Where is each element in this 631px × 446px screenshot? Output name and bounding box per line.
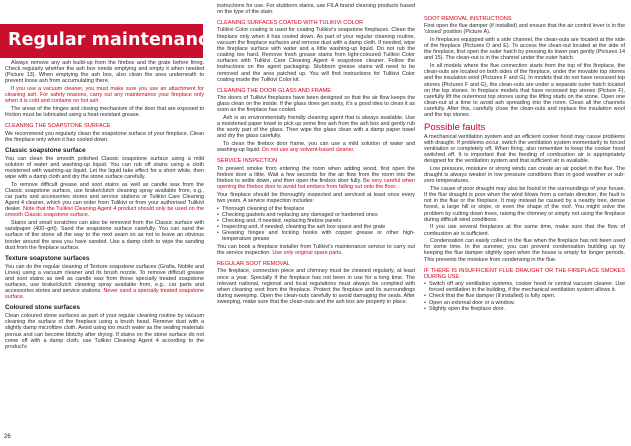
soapstone-heading: CLEANING THE SOAPSTONE SURFACE	[5, 123, 111, 130]
soot-paragraph: First open the flue damper (if installed) and ensure that the air control lever is in the 'closed' position (Picture A).	[424, 23, 625, 36]
service-text: To prevent smoke from entering the room when adding wood, first open the firebox door a little. Wait a few seconds for the air flow from the room into the firebox to settle down, and then open the firebox door fully.	[217, 165, 415, 184]
intro-paragraph: Always remove any ash build-up from the firebox and the grate before firing. Check regularly whether the ash box needs emptying and empty it when needed (Picture 13). When emptying the ash box, also clean the area underneath to prevent loose ash from accumulating there.	[5, 60, 204, 85]
draught-heading: IF THERE IS INSUFFICIENT FLUE DRAUGHT OR THE FIREPLACE SMOKES DURING USE	[424, 267, 625, 280]
list-item: • Greasing hinges and locking hooks with copper grease or other high-temperature grease	[217, 230, 415, 242]
column-3	[424, 4, 625, 444]
faults-paragraph-2: Low pressure, moisture or strong winds can create an air pocket in the flue. The draught is always weaker in low pressure conditions than in good weather or sub-zero temperatures.	[424, 165, 625, 185]
ceramic-paragraph: Tulikivi Color coating is used for coating Tulikivi's soapstone fireplaces. Clean the fireplace only when it has cooled down. As part of your regular cleaning routine, vacuum the fireplace surfaces and remove dust with a damp cloth. If needed, wipe the fireplace surface with water and a little washing-up liquid. Do not rub the coating too hard. Remove fresh grease stains from light-coloured Tulikivi Color surfaces with Tulikivi Care Cleaning Agent 4 soapstone cleaner. Follow the instructions on the agent packaging. Stubborn grease stains will need to be removed and the area patched up. You will find instructions for Tulikivi Color coating inside the Tulikivi Color kit.	[217, 27, 415, 83]
list-item: • Open an external door or a window.	[424, 300, 625, 306]
list-item: • Checking and, if needed, replacing firebox panels	[217, 218, 415, 224]
column-1	[5, 60, 204, 434]
texture-paragraph	[5, 264, 204, 301]
soot-heading: SOOT REMOVAL INSTRUCTIONS	[424, 16, 512, 22]
column-2	[217, 3, 415, 444]
list-item: • Slightly open the fireplace door.	[424, 306, 625, 312]
soot-top-paragraph: In all models where the flue connection starts from the top of the fireplace, the clean-outs are located on both sides of the fireplace, under the movable top stones and the insulation wool (Pictures F and G). In models that do not have recessed top stones (Pictures F and G), the clean-outs are under a separate outer hatch located on the top stones. In fireplace models that have recessed top stones (Picture F), carefully lift the outermost top stones using the lifting studs on the stone. Open one clean-out at a time to avoid ash spreading into the room. Clean all the channels carefully. After this, carefully close the clean-outs and replace the insulation wool and the top stones.	[424, 63, 625, 119]
service-order-paragraph	[217, 244, 415, 256]
faults-paragraph-1: A mechanical ventilation system and an efficient cooker hood may cause problems with draught. If problems occur, switch the ventilation system momentarily to forced ventilation or completely off. When firing, also remember to keep the cooker hood switched off. It is important that the feeding of combustion air is appropriately designed for the ventilation system and that sufficient air is available.	[424, 133, 625, 165]
classic-remove-note: Note that the Tulikivi Cleaning Agent 4 product should only be used on the smooth Classic soapstone surface.	[5, 206, 204, 219]
page-title-banner	[0, 24, 221, 58]
coloured-heading: Coloured stone surfaces	[5, 304, 80, 312]
glass-door-warning: Do not use any solvent-based cleaner.	[262, 147, 355, 154]
soapstone-paragraph: We recommend you regularly clean the soapstone surface of your fireplace. Clean the fireplace only when it has cooled down.	[5, 130, 204, 143]
service-warning: Be very careful when opening the firebox door to avoid hot embers from falling out onto the floor.	[217, 177, 415, 191]
glass-door-paragraph	[217, 141, 415, 153]
list-item: • Inspecting and, if needed, cleaning the ash box space and the grate	[217, 224, 415, 230]
service-inspection-paragraph: Your fireplace should be thoroughly inspected and serviced at least once every two years. A service inspection includes:	[217, 191, 415, 204]
classic-heading: Classic soapstone surface	[5, 146, 86, 154]
classic-remove-text: To remove difficult grease and soot stains as well as candle wax from the Classic soapstone surface, use brake/clutch cleaning spray available from, e.g., car parts and accessories stores and service stations or Tulikivi Care Cleaning Agent 4 cleaner, which you can order from Tulikivi or from your authorised Tulikivi dealer.	[5, 181, 204, 213]
service-order-text: You can book a fireplace installer from Tulikivi's maintenance service to carry out the service inspection.	[217, 243, 415, 257]
page-number: 26	[4, 434, 11, 440]
classic-stains-paragraph: Stains and small scratches can also be removed from the Classic surface with sandpaper (400–grit). Sand the soapstone surface carefully. You can sand the surface of the stone all the way to the next seam so as not to leave an obvious border around the area you have sanded. Use a damp cloth to wipe the sanding dust from the fireplace surface.	[5, 220, 204, 251]
sweep-paragraph: The fireplace, connection piece and chimney must be cleaned regularly, at least once a year. Specially if the fireplace has not been in use for a long time. The relevant national, regional and local regulations must always be complied with when cleaning soot from the fireplace. Protect the fireplace and its surroundings during sweeping. Open the clean-outs carefully to avoid damaging the seals. After sweeping, make sure that the clean-outs and the ash box are properly in place.	[217, 268, 415, 306]
glass-heading: CLEANING THE DOOR GLASS AND FRAME	[217, 87, 331, 94]
glass-door-text: To clean the firebox door frame, you can use a mild solution of water and washing-up liquid.	[217, 141, 415, 154]
page-title: Regular maintenance	[8, 30, 221, 50]
draught-list	[424, 281, 625, 312]
soot-side-paragraph: In fireplaces equipped with a side channel, the clean-outs are located at the side of the fireplace (Pictures D and E). To access the clean-out located at the side of the fireplace, first open the outer hatch by pressing its lower part gently (Pictures 14 and 15). The clean-out is in the channel under the outer hatch.	[424, 36, 625, 62]
list-item: • Check that the flue damper (if installed) is fully open.	[424, 293, 625, 299]
list-item: • Switch off any ventilation systems, cooker hood or central vacuum cleaner. Use forced ventilation in the building, if the mechanical ventilation system allows it.	[424, 281, 625, 293]
service-heading: SERVICE INSPECTION	[217, 158, 278, 165]
list-item: • Thorough cleaning of the fireplace	[217, 206, 415, 212]
coloured-continued: instructions for use. For stubborn stains, use FILA brand cleaning products based on the type of the stain.	[217, 3, 415, 16]
sweep-heading: REGULAR SOOT REMOVAL	[217, 261, 290, 268]
list-item: • Checking gaskets and replacing any damaged or hardened ones	[217, 212, 415, 218]
glass-ash-paragraph: Ash is an environmentally friendly cleaning agent that is always available. Use a moistened paper towel to pick up some fine ash from the ash box and gently rub the sooty part of the glass. Then wipe the glass clean with a damp paper towel and dry the glass carefully.	[217, 115, 415, 140]
ceramic-heading: CLEANING SURFACES COATED WITH TULIKIVI COLOR	[217, 20, 364, 27]
mechanism-paragraph: The areas of the hinges and closing mechanism of the door that are exposed to friction must be lubricated using a heat-resistant grease.	[5, 106, 204, 119]
spare-parts-note: Use only original spare parts.	[272, 250, 343, 257]
classic-paragraph: You can clean the smooth polished Classic soapstone surface using a mild solution of water and washing-up liquid. You can rub off stains using a cloth moistened with washing-up liquid. Let the liquid take effect for a short while, then wipe with a damp cloth and dry the stone surface carefully.	[5, 155, 204, 180]
coloured-paragraph: Clean coloured stone surfaces as part of your regular cleaning routine by vacuum cleaning the surface of the fireplace using a brush head. Remove dust with a slightly damp microfibre cloth. Avoid using too much water as the sealing materials porous and can become blotchy after drying. If stains on the stone surface do not come off with a damp cloth, use Tulikivi Cleaning Agent 4 according to the product's	[5, 313, 204, 350]
service-paragraph	[217, 166, 415, 191]
faults-paragraph-5: Condensation can easily collect in the flue when the fireplace has not been used for some time. In the summer, you can prevent condensation building up by keeping the flue damper slightly open when the house is empty for longer periods. This prevents the moisture from condensing in the flue.	[424, 238, 625, 263]
vacuum-warning: If you use a vacuum cleaner, you must make sure you use an attachment for cleaning ash. For safety reasons, carry out any maintenance your fireplace only when it is cold and contains no hot ash.	[5, 86, 204, 105]
service-list	[217, 206, 415, 243]
faults-paragraph-3: The cause of poor draught may also be found in the surroundings of your house. If the flue draught is poor when the wind blows from a certain direction, the fault is not in the flue or the fireplace. It may instead be caused by a nearby tree, dense forest, a large hill or slope, or even the shape of the roof. You might solve the problem by cutting down trees, raising the chimney or simply not using the fireplace during difficult wind conditions.	[424, 185, 625, 223]
glass-paragraph: The doors of Tulikivi fireplaces have been designed so that the air flow keeps the glass clean on the inside. If the glass does get sooty, it's a good idea to clean it as soon as the fireplace has cooled.	[217, 95, 415, 114]
texture-warning: Never sand a specially treated soapstone surface.	[5, 288, 204, 301]
faults-heading: Possible faults	[424, 121, 486, 133]
faults-paragraph-4: If you use several fireplaces at the same time, make sure that the flow of combustion air is sufficient.	[424, 224, 625, 237]
texture-heading: Texture soapstone surfaces	[5, 254, 90, 262]
classic-remove-paragraph	[5, 182, 204, 219]
texture-text: You can do the regular cleaning of Texture soapstone surfaces (Grafia, Nobile and Linea) using a vacuum cleaner and its brush nozzle. To remove difficult grease and soot stains as well as candle wax from these specially treated soapstone surfaces, use brake/clutch cleaning spray available from, e.g., car parts and accessories stores and service stations.	[5, 263, 204, 295]
